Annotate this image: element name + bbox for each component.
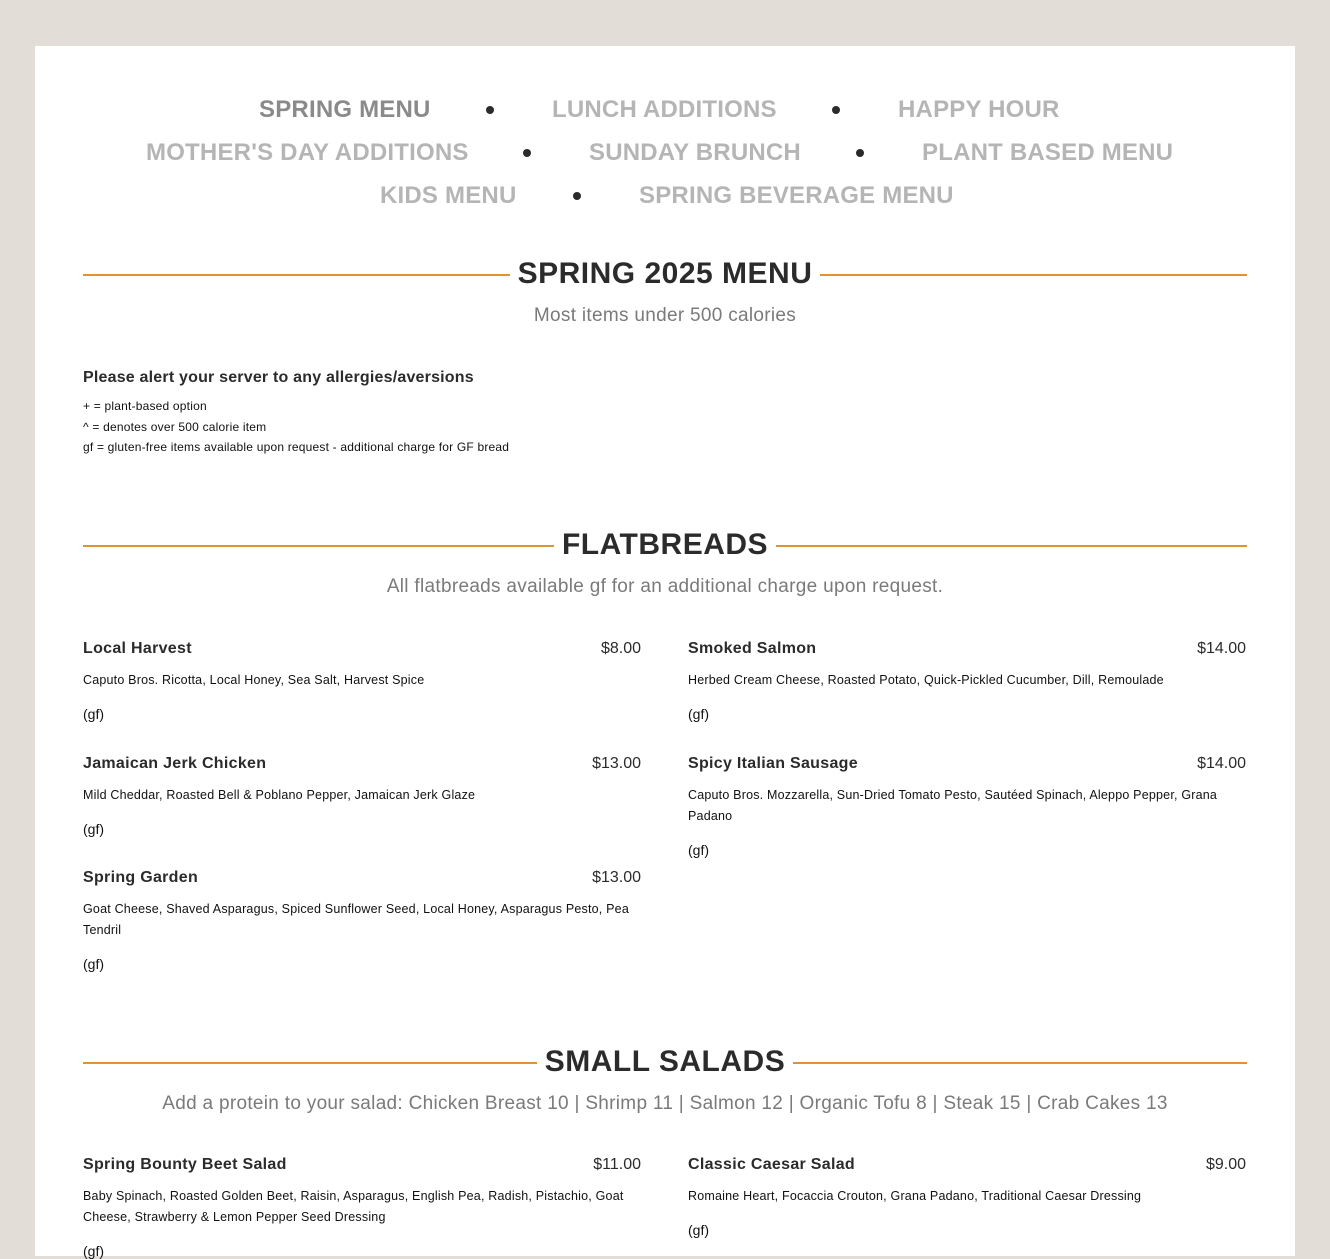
item-tag: (gf) bbox=[688, 842, 709, 858]
item-description: Caputo Bros. Ricotta, Local Honey, Sea Salt, Harvest Spice bbox=[83, 673, 425, 687]
small-salads-header bbox=[83, 1042, 1247, 1082]
nav-plant-based-menu[interactable]: PLANT BASED MENU bbox=[922, 139, 1174, 166]
item-tag: (gf) bbox=[83, 821, 104, 837]
item-name: Local Harvest bbox=[83, 640, 192, 657]
item-description: Caputo Bros. Mozzarella, Sun-Dried Tomato Pesto, Sautéed Spinach, Aleppo Pepper, Grana Padano bbox=[688, 788, 1218, 823]
menu-card bbox=[35, 46, 1295, 1259]
legend-item: + = plant-based option bbox=[83, 399, 207, 413]
item-name: Jamaican Jerk Chicken bbox=[83, 755, 267, 772]
item-price: $9.00 bbox=[1205, 1156, 1246, 1173]
item-tag: (gf) bbox=[688, 706, 709, 722]
item-price: $13.00 bbox=[592, 869, 641, 886]
flatbreads-header bbox=[83, 525, 1247, 565]
small-salads-subtitle: Add a protein to your salad: Chicken Breast 10 | Shrimp 11 | Salmon 12 | Organic Tofu 8 | Steak 15 | Crab Cakes 13 bbox=[162, 1093, 1168, 1114]
item-name: Spicy Italian Sausage bbox=[688, 755, 858, 772]
nav-separator-dot bbox=[523, 149, 531, 157]
nav-separator-dot bbox=[486, 106, 494, 114]
item-name: Classic Caesar Salad bbox=[688, 1156, 855, 1173]
small-salads-title: SMALL SALADS bbox=[83, 1042, 1247, 1082]
item-tag: (gf) bbox=[83, 1243, 104, 1259]
item-tag: (gf) bbox=[83, 706, 104, 722]
nav-sunday-brunch[interactable]: SUNDAY BRUNCH bbox=[589, 139, 801, 166]
spring-menu-subtitle: Most items under 500 calories bbox=[533, 305, 797, 326]
legend bbox=[83, 399, 509, 461]
item-price: $14.00 bbox=[1197, 640, 1246, 657]
item-description: Mild Cheddar, Roasted Bell & Poblano Pepper, Jamaican Jerk Glaze bbox=[83, 788, 476, 802]
item-price: $13.00 bbox=[592, 755, 641, 772]
nav-spring-menu[interactable]: SPRING MENU bbox=[259, 96, 431, 123]
item-name: Spring Garden bbox=[83, 869, 199, 886]
nav-separator-dot bbox=[832, 106, 840, 114]
spring-menu-title: SPRING 2025 MENU bbox=[83, 254, 1247, 294]
item-name: Smoked Salmon bbox=[688, 640, 817, 657]
legend-item: gf = gluten-free items available upon request - additional charge for GF bread bbox=[83, 440, 510, 454]
nav-lunch-additions[interactable]: LUNCH ADDITIONS bbox=[552, 96, 777, 123]
nav-spring-beverage-menu[interactable]: SPRING BEVERAGE MENU bbox=[639, 182, 954, 209]
nav-happy-hour[interactable]: HAPPY HOUR bbox=[898, 96, 1060, 123]
item-description: Goat Cheese, Shaved Asparagus, Spiced Sunflower Seed, Local Honey, Asparagus Pesto, Pea Tendril bbox=[83, 902, 629, 937]
legend-item: ^ = denotes over 500 calorie item bbox=[83, 419, 267, 434]
item-description: Herbed Cream Cheese, Roasted Potato, Quick-Pickled Cucumber, Dill, Remoulade bbox=[688, 673, 1164, 687]
item-name: Spring Bounty Beet Salad bbox=[83, 1156, 287, 1173]
allergy-notice: Please alert your server to any allergies/aversions bbox=[83, 369, 474, 386]
item-price: $11.00 bbox=[593, 1156, 641, 1173]
item-price: $8.00 bbox=[600, 640, 641, 657]
item-price: $14.00 bbox=[1197, 755, 1246, 772]
item-description: Baby Spinach, Roasted Golden Beet, Raisin, Asparagus, English Pea, Radish, Pistachio, Goat Cheese, Strawberry & Lemon Pepper Seed Dressing bbox=[83, 1189, 624, 1224]
flatbreads-title: FLATBREADS bbox=[83, 525, 1247, 565]
flatbreads-subtitle: All flatbreads available gf for an additional charge upon request. bbox=[386, 576, 944, 597]
item-tag: (gf) bbox=[83, 956, 104, 972]
nav-mothers-day-additions[interactable]: MOTHER'S DAY ADDITIONS bbox=[146, 139, 469, 166]
item-tag: (gf) bbox=[688, 1222, 709, 1238]
item-description: Romaine Heart, Focaccia Crouton, Grana Padano, Traditional Caesar Dressing bbox=[688, 1189, 1142, 1203]
spring-menu-header bbox=[83, 254, 1247, 294]
nav-kids-menu[interactable]: KIDS MENU bbox=[380, 182, 517, 209]
nav-separator-dot bbox=[573, 192, 581, 200]
nav-separator-dot bbox=[856, 149, 864, 157]
